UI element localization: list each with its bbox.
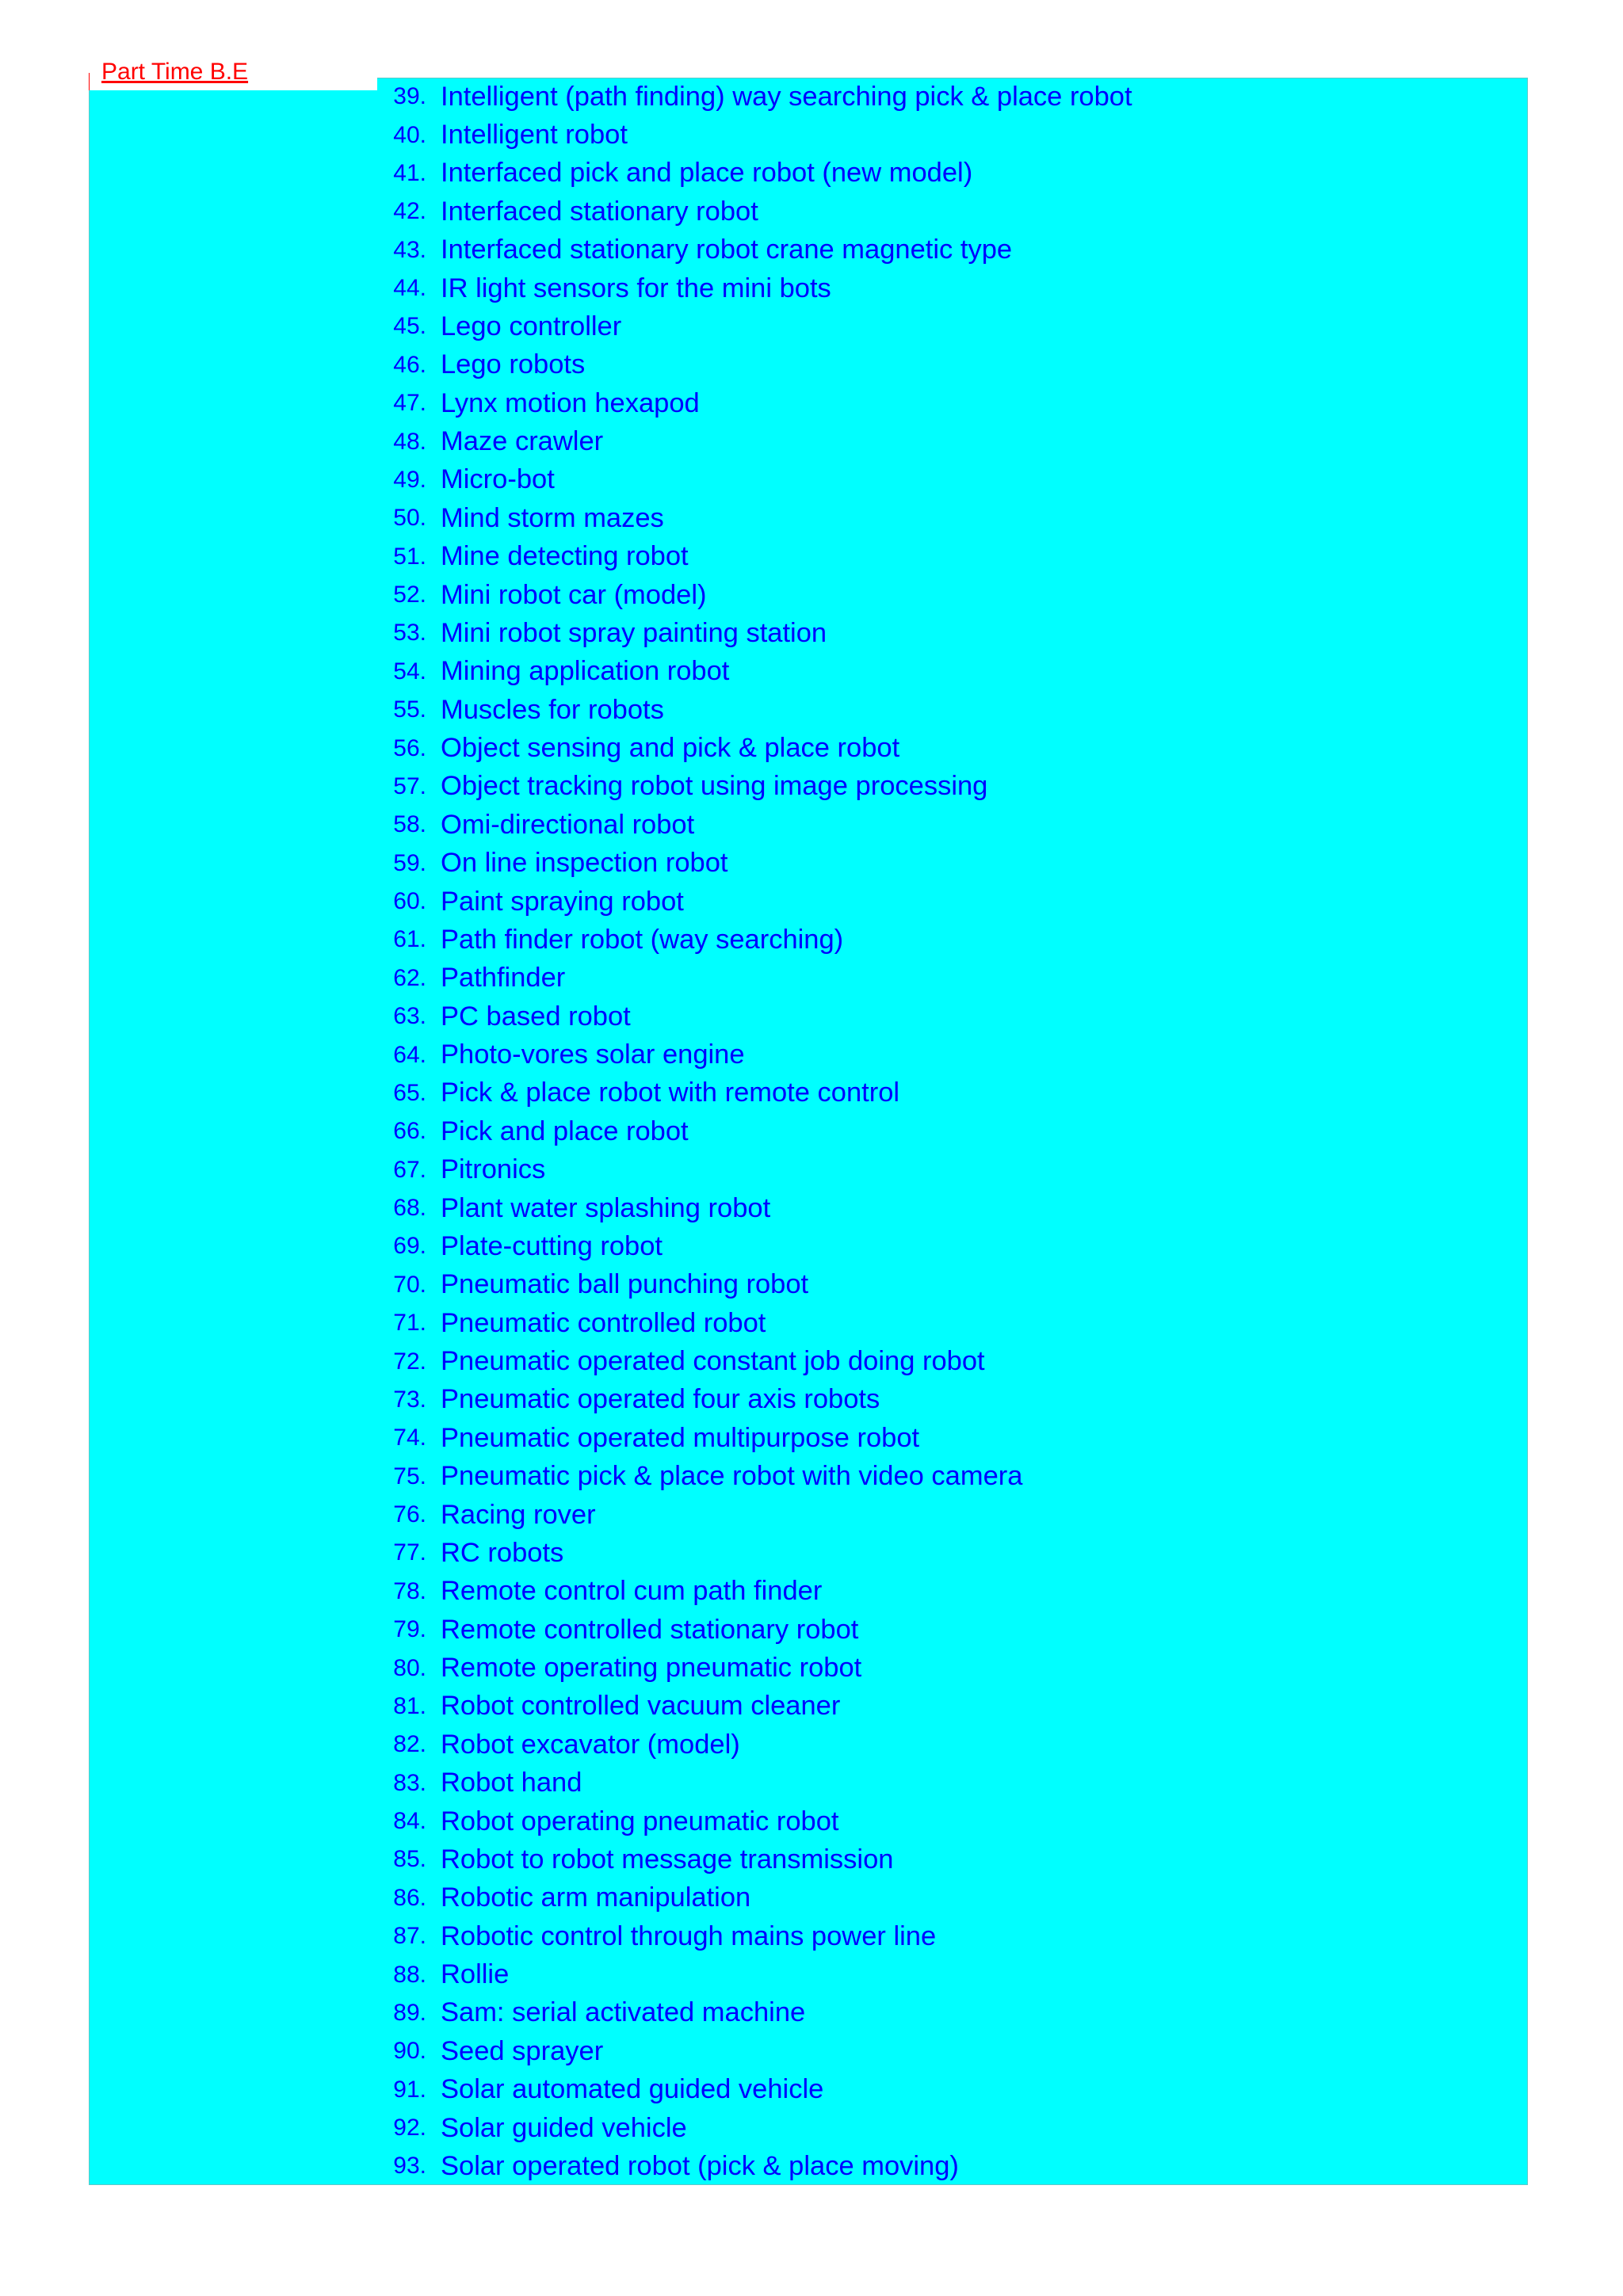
list-item-number: 65. xyxy=(393,1079,426,1106)
list-item xyxy=(377,691,1132,729)
list-item-number: 77. xyxy=(393,1539,426,1566)
list-item-text: Plate-cutting robot xyxy=(441,1230,663,1261)
list-item xyxy=(377,1304,1132,1342)
list-item-number: 69. xyxy=(393,1233,426,1260)
list-item xyxy=(377,1573,1132,1611)
list-item-number: 49. xyxy=(393,466,426,493)
list-item-text: Pneumatic ball punching robot xyxy=(441,1269,809,1300)
list-item xyxy=(377,422,1132,460)
list-item-text: Pneumatic operated four axis robots xyxy=(441,1384,880,1415)
list-item-text: Pick & place robot with remote control xyxy=(441,1077,900,1108)
list-item-number: 53. xyxy=(393,620,426,646)
list-item-text: Interfaced stationary robot xyxy=(441,196,758,227)
list-item xyxy=(377,576,1132,614)
list-item-text: Solar automated guided vehicle xyxy=(441,2074,824,2105)
list-item xyxy=(377,653,1132,691)
list-item-text: Omi-directional robot xyxy=(441,809,695,840)
list-item-text: Paint spraying robot xyxy=(441,886,684,917)
list-item-text: Lego controller xyxy=(441,311,622,341)
list-item xyxy=(377,1879,1132,1917)
list-item-number: 58. xyxy=(393,811,426,838)
list-item xyxy=(377,346,1132,384)
list-item-number: 43. xyxy=(393,236,426,263)
robot-project-list xyxy=(377,78,1132,2186)
list-item-number: 72. xyxy=(393,1348,426,1375)
list-item-number: 55. xyxy=(393,696,426,723)
list-item-number: 68. xyxy=(393,1195,426,1222)
list-item xyxy=(377,1496,1132,1534)
list-item-number: 90. xyxy=(393,2038,426,2065)
list-item-text: Intelligent (path finding) way searching pick & place robot xyxy=(441,81,1132,112)
sidebar-cell xyxy=(89,48,377,90)
list-item xyxy=(377,1035,1132,1074)
list-item xyxy=(377,1151,1132,1189)
list-item-text: Robotic arm manipulation xyxy=(441,1882,751,1913)
list-item-number: 79. xyxy=(393,1616,426,1643)
list-item-number: 92. xyxy=(393,2115,426,2142)
list-item xyxy=(377,193,1132,231)
list-item xyxy=(377,2109,1132,2147)
list-item xyxy=(377,997,1132,1035)
list-item-text: Pneumatic operated constant job doing robot xyxy=(441,1346,985,1377)
list-item-number: 85. xyxy=(393,1846,426,1873)
list-item xyxy=(377,921,1132,959)
list-item-number: 50. xyxy=(393,505,426,532)
list-item-number: 80. xyxy=(393,1654,426,1681)
list-item-text: Interfaced pick and place robot (new model) xyxy=(441,158,973,189)
list-item xyxy=(377,2032,1132,2070)
list-item-number: 64. xyxy=(393,1041,426,1068)
list-item xyxy=(377,2071,1132,2109)
list-item-text: Maze crawler xyxy=(441,426,604,457)
list-item-number: 74. xyxy=(393,1425,426,1451)
part-time-be-link[interactable]: Part Time B.E xyxy=(101,59,249,85)
list-item xyxy=(377,1112,1132,1150)
list-item-text: Interfaced stationary robot crane magnetic type xyxy=(441,235,1013,265)
list-item-number: 59. xyxy=(393,849,426,876)
list-item xyxy=(377,538,1132,576)
list-item-text: Mind storm mazes xyxy=(441,502,664,533)
list-item xyxy=(377,729,1132,767)
list-item-text: IR light sensors for the mini bots xyxy=(441,273,831,303)
list-item-text: Pathfinder xyxy=(441,963,566,994)
list-item-number: 89. xyxy=(393,1999,426,2026)
list-item xyxy=(377,269,1132,307)
list-item-text: Micro-bot xyxy=(441,464,555,495)
list-item xyxy=(377,1266,1132,1304)
list-item-text: Solar operated robot (pick & place moving) xyxy=(441,2150,959,2181)
list-item-text: Remote operating pneumatic robot xyxy=(441,1653,862,1684)
list-item-text: Photo-vores solar engine xyxy=(441,1039,745,1070)
list-item-number: 52. xyxy=(393,582,426,608)
list-item-number: 67. xyxy=(393,1156,426,1183)
list-item xyxy=(377,2147,1132,2185)
list-item-text: Seed sprayer xyxy=(441,2035,604,2066)
list-item xyxy=(377,806,1132,844)
list-item-text: Sam: serial activated machine xyxy=(441,1997,806,2028)
list-item xyxy=(377,1458,1132,1496)
list-item-text: Object sensing and pick & place robot xyxy=(441,733,900,764)
list-item xyxy=(377,845,1132,883)
list-item-number: 88. xyxy=(393,1961,426,1988)
list-item-number: 40. xyxy=(393,121,426,148)
list-item-text: Racing rover xyxy=(441,1499,596,1530)
list-item xyxy=(377,1917,1132,1955)
list-item-number: 73. xyxy=(393,1386,426,1413)
list-item xyxy=(377,78,1132,116)
list-item-number: 42. xyxy=(393,198,426,225)
list-item xyxy=(377,1189,1132,1227)
list-item-text: Remote controlled stationary robot xyxy=(441,1614,859,1645)
list-item xyxy=(377,461,1132,499)
list-item-number: 78. xyxy=(393,1577,426,1604)
list-item-number: 54. xyxy=(393,658,426,685)
list-item xyxy=(377,1419,1132,1457)
list-item-text: Robot controlled vacuum cleaner xyxy=(441,1691,841,1722)
list-item-text: Pneumatic pick & place robot with video camera xyxy=(441,1461,1023,1492)
list-item-text: Plant water splashing robot xyxy=(441,1192,771,1223)
list-item xyxy=(377,1688,1132,1726)
list-item-text: Robot operating pneumatic robot xyxy=(441,1806,839,1836)
list-item xyxy=(377,1994,1132,2032)
list-item-text: Mini robot spray painting station xyxy=(441,617,827,648)
list-item-number: 63. xyxy=(393,1003,426,1030)
list-item-number: 87. xyxy=(393,1923,426,1950)
list-item-text: Lynx motion hexapod xyxy=(441,387,700,418)
list-item xyxy=(377,1649,1132,1687)
list-item-number: 41. xyxy=(393,159,426,186)
list-item-number: 71. xyxy=(393,1310,426,1337)
list-item xyxy=(377,307,1132,345)
list-item-number: 39. xyxy=(393,83,426,110)
list-item-number: 46. xyxy=(393,351,426,378)
list-item-text: Path finder robot (way searching) xyxy=(441,924,844,955)
list-item xyxy=(377,499,1132,537)
list-item-number: 70. xyxy=(393,1271,426,1298)
list-item-text: Muscles for robots xyxy=(441,694,664,725)
list-item-text: Robot excavator (model) xyxy=(441,1729,740,1760)
list-item-number: 62. xyxy=(393,964,426,991)
list-item-text: Robot to robot message transmission xyxy=(441,1844,894,1875)
list-item-number: 75. xyxy=(393,1463,426,1489)
list-item-number: 61. xyxy=(393,926,426,953)
list-item xyxy=(377,384,1132,422)
list-item-text: Pick and place robot xyxy=(441,1116,689,1146)
list-item-number: 57. xyxy=(393,772,426,799)
list-item-number: 66. xyxy=(393,1118,426,1145)
list-item-number: 84. xyxy=(393,1808,426,1835)
list-item xyxy=(377,1764,1132,1802)
list-item-number: 91. xyxy=(393,2076,426,2103)
list-item-number: 48. xyxy=(393,428,426,455)
list-item xyxy=(377,1381,1132,1419)
list-item-number: 93. xyxy=(393,2153,426,2180)
list-item-text: Object tracking robot using image processing xyxy=(441,771,988,802)
list-item xyxy=(377,1227,1132,1265)
list-item-text: Pitronics xyxy=(441,1154,546,1185)
list-item-text: Pneumatic controlled robot xyxy=(441,1307,766,1338)
list-item-text: Intelligent robot xyxy=(441,120,628,151)
list-item-text: On line inspection robot xyxy=(441,848,728,879)
list-item xyxy=(377,1802,1132,1840)
list-item xyxy=(377,1840,1132,1878)
list-item-number: 44. xyxy=(393,275,426,302)
list-item-text: Lego robots xyxy=(441,349,586,380)
list-item-number: 76. xyxy=(393,1501,426,1528)
list-item-number: 47. xyxy=(393,390,426,417)
list-item xyxy=(377,231,1132,269)
list-item xyxy=(377,1534,1132,1572)
list-item-number: 51. xyxy=(393,543,426,570)
list-item xyxy=(377,154,1132,193)
list-item xyxy=(377,1342,1132,1380)
list-item xyxy=(377,1726,1132,1764)
sidebar-border xyxy=(89,73,90,90)
list-item-text: Mini robot car (model) xyxy=(441,579,707,610)
list-item xyxy=(377,1611,1132,1649)
list-item xyxy=(377,116,1132,154)
list-item-text: Solar guided vehicle xyxy=(441,2112,687,2143)
list-item-number: 82. xyxy=(393,1731,426,1758)
list-item-text: Robotic control through mains power line xyxy=(441,1920,937,1951)
list-item xyxy=(377,1074,1132,1112)
list-item-number: 86. xyxy=(393,1884,426,1911)
list-item-text: Rollie xyxy=(441,1959,510,1990)
list-item xyxy=(377,883,1132,921)
list-item-text: Mine detecting robot xyxy=(441,541,689,572)
list-item-number: 83. xyxy=(393,1769,426,1796)
list-item xyxy=(377,959,1132,997)
list-item-text: Mining application robot xyxy=(441,656,730,687)
list-item-text: Pneumatic operated multipurpose robot xyxy=(441,1422,920,1453)
list-item xyxy=(377,614,1132,652)
list-item xyxy=(377,768,1132,806)
list-item-text: RC robots xyxy=(441,1537,564,1568)
list-item xyxy=(377,1955,1132,1993)
list-item-number: 45. xyxy=(393,313,426,340)
list-item-number: 56. xyxy=(393,734,426,761)
list-item-number: 60. xyxy=(393,888,426,915)
list-item-text: Remote control cum path finder xyxy=(441,1576,823,1607)
list-item-text: Robot hand xyxy=(441,1768,582,1798)
list-item-text: PC based robot xyxy=(441,1001,631,1032)
list-item-number: 81. xyxy=(393,1692,426,1719)
